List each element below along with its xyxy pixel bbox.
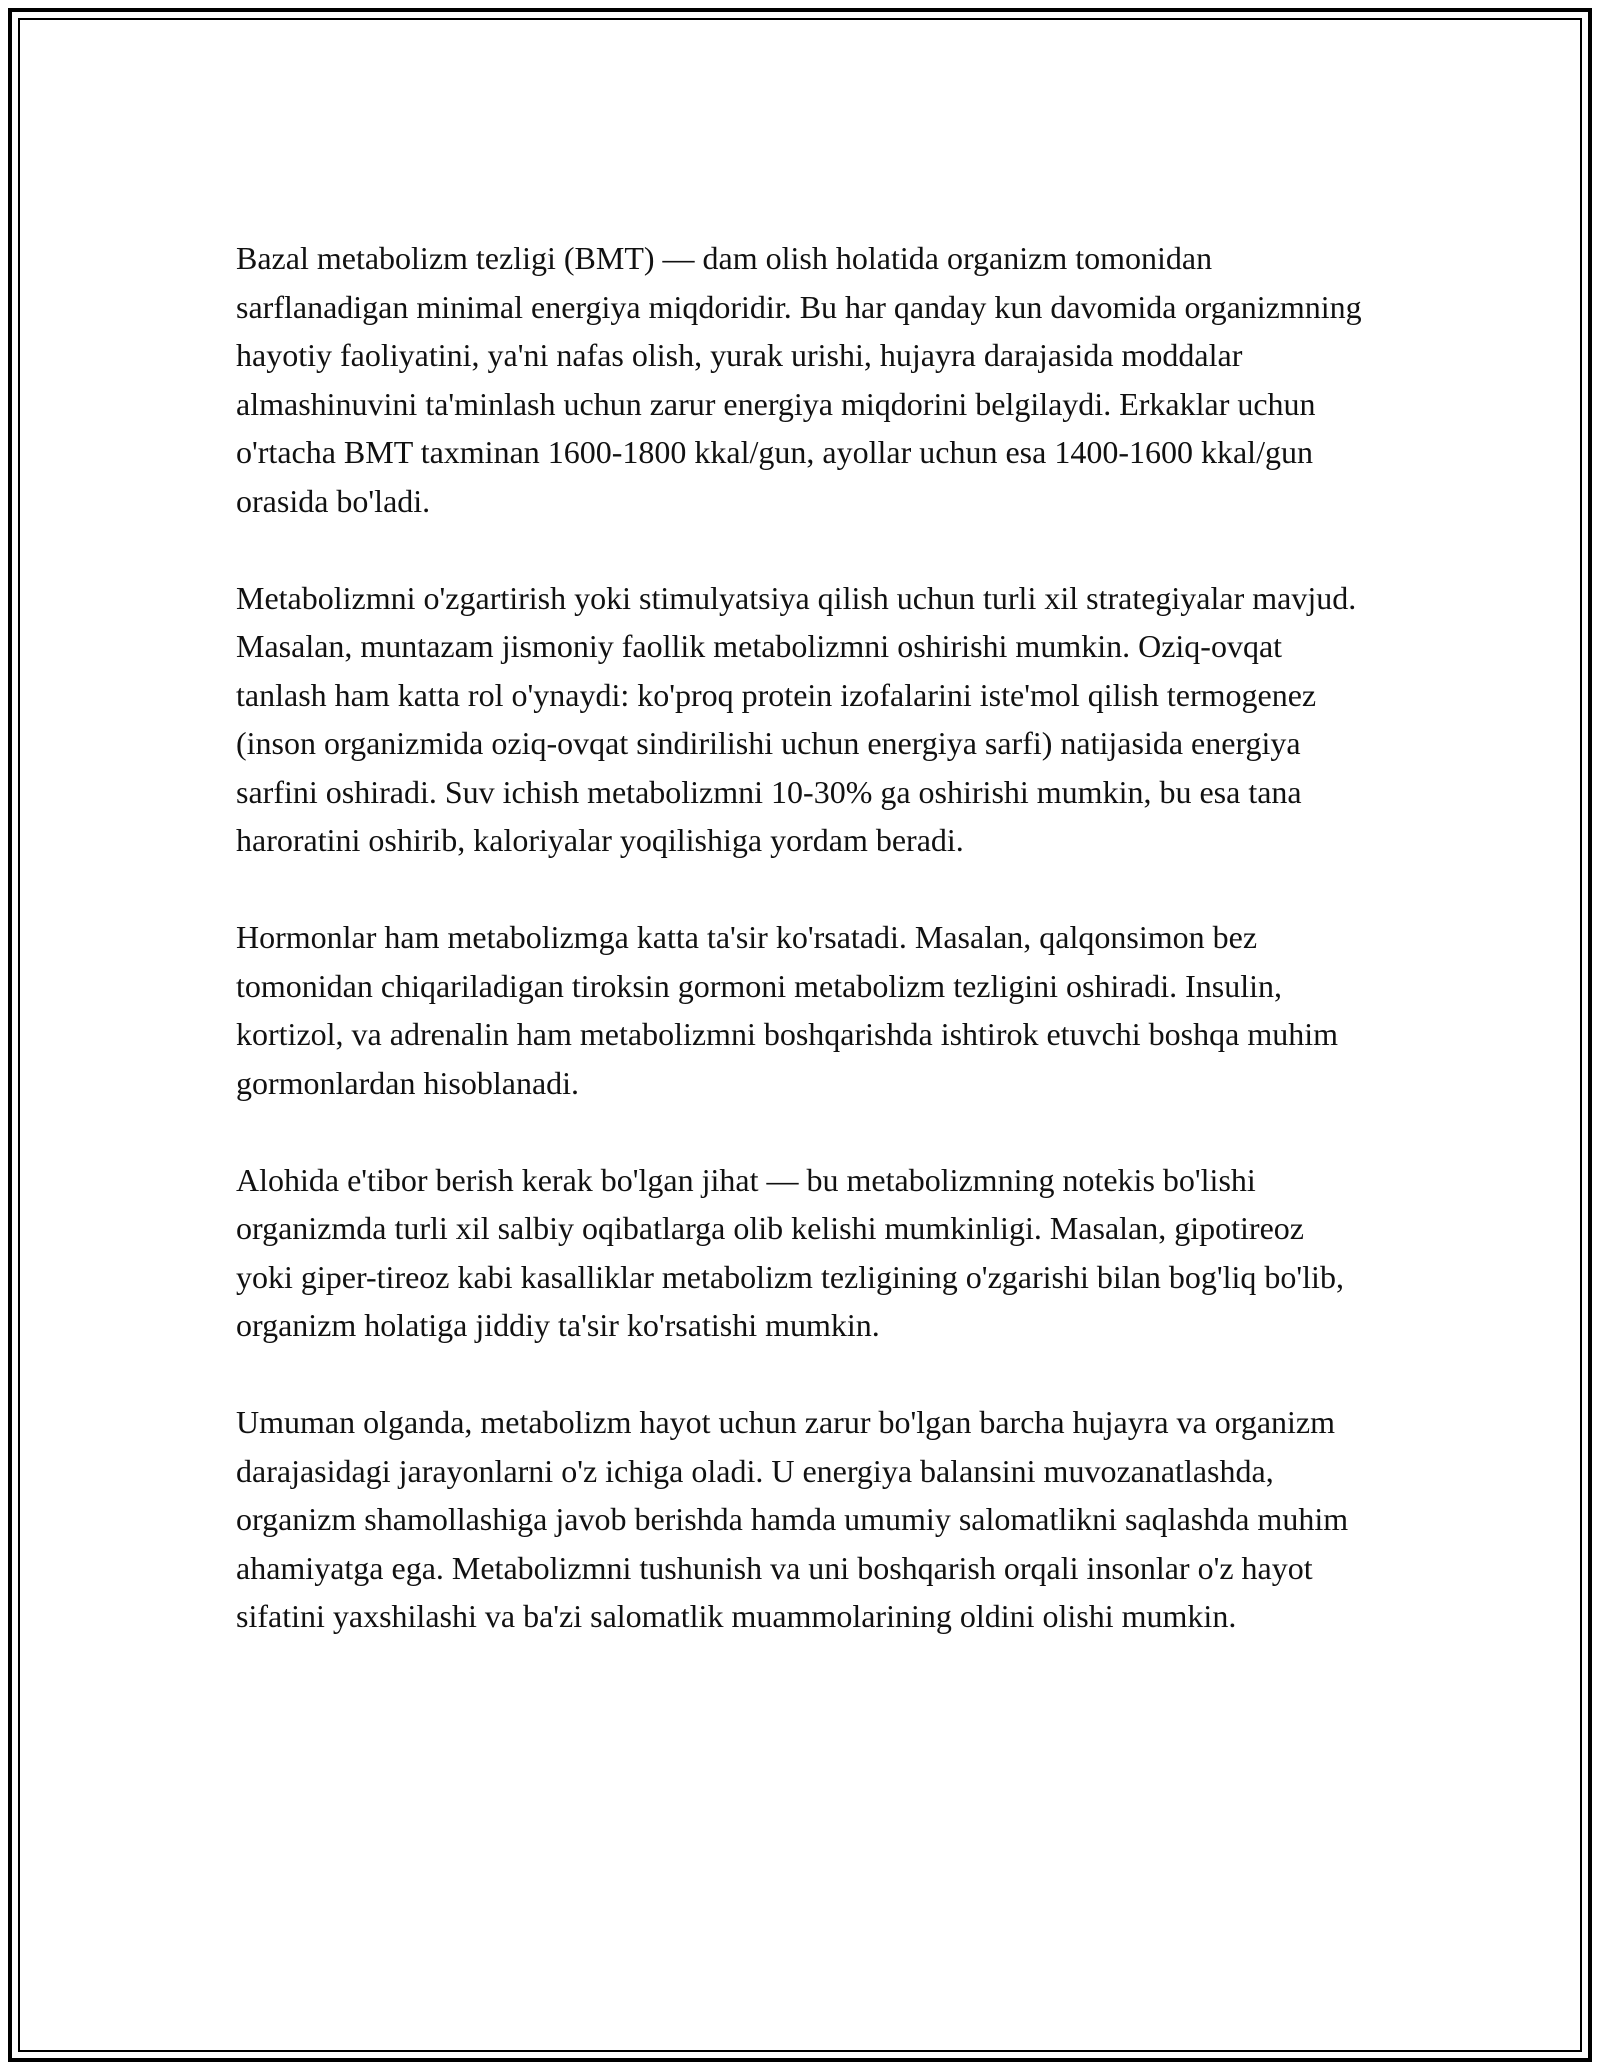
paragraph-conclusion: Umuman olganda, metabolizm hayot uchun zarur bo'lgan barcha hujayra va organizm darajasidagi jarayonlarni o'z ichiga oladi. U energiya balansini muvozanatlashda, organizm shamollashiga javob berishda hamda umumiy salomatlikni saqlashda muhim ahamiyatga ega. Metabolizmni tushunish va uni boshqarish orqali insonlar o'z hayot sifatini yaxshilashi va ba'zi salomatlik muammolarining oldini olishi mumkin. <box>236 1404 1349 1634</box>
paragraph-hormones: Hormonlar ham metabolizmga katta ta'sir ko'rsatadi. Masalan, qalqonsimon bez tomonidan chiqariladigan tiroksin gormoni metabolizm tezligini oshiradi. Insulin, kortizol, va adrenalin ham metabolizmni boshqarishda ishtirok etuvchi boshqa muhim gormonlardan hisoblanadi. <box>236 919 1338 1101</box>
document-body <box>236 234 1366 1689</box>
paragraph-disorders: Alohida e'tibor berish kerak bo'lgan jihat — bu metabolizmning notekis bo'lishi organizmda turli xil salbiy oqibatlarga olib kelishi mumkinligi. Masalan, gipotireoz yoki giper-tireoz kabi kasalliklar metabolizm tezligining o'zgarishi bilan bog'liq bo'lib, organizm holatiga jiddiy ta'sir ko'rsatishi mumkin. <box>236 1161 1344 1343</box>
paragraph-strategies: Metabolizmni o'zgartirish yoki stimulyatsiya qilish uchun turli xil strategiyalar mavjud. Masalan, muntazam jismoniy faollik metabolizmni oshirishi mumkin. Oziq-ovqat tanlash ham katta rol o'ynaydi: ko'proq protein izofalarini iste'mol qilish termogenez (inson organizmida oziq-ovqat sindirilishi uchun energiya sarfi) natijasida energiya sarfini oshiradi. Suv ichish metabolizmni 10-30% ga oshirishi mumkin, bu esa tana haroratini oshirib, kaloriyalar yoqilishiga yordam beradi. <box>236 579 1357 858</box>
paragraph-bmt: Bazal metabolizm tezligi (BMT) — dam olish holatida organizm tomonidan sarflanadigan minimal energiya miqdoridir. Bu har qanday kun davomida organizmning hayotiy faoliyatini, ya'ni nafas olish, yurak urishi, hujayra darajasida moddalar almashinuvini ta'minlash uchun zarur energiya miqdorini belgilaydi. Erkaklar uchun o'rtacha BMT taxminan 1600-1800 kkal/gun, ayollar uchun esa 1400-1600 kkal/gun orasida bo'ladi. <box>236 240 1362 519</box>
